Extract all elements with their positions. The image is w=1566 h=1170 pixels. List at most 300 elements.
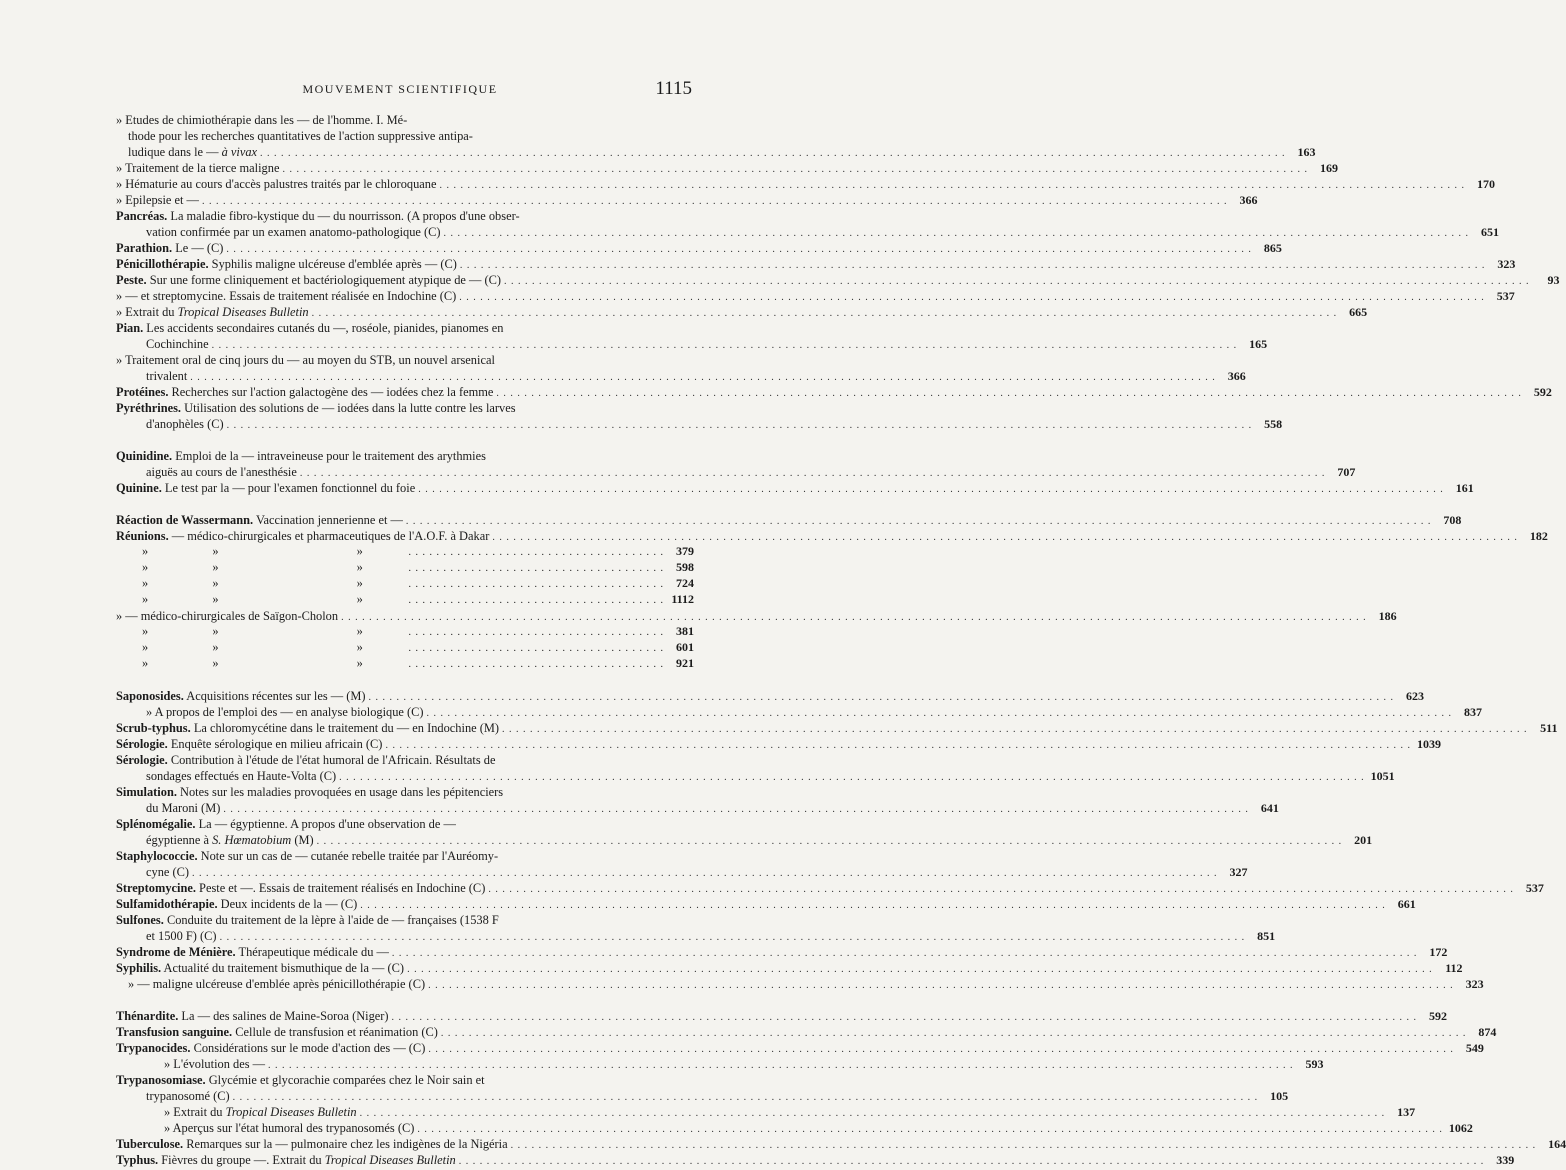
section-gap <box>116 992 694 1008</box>
index-line <box>116 976 1484 992</box>
index-entry <box>116 160 1338 176</box>
entry-body: Enquête sérologique en milieu africain (C) <box>167 737 383 751</box>
index-entry <box>116 1040 1484 1056</box>
page-ref: 511 <box>1540 721 1558 735</box>
ditto-mark: » <box>142 624 149 638</box>
index-line <box>116 816 694 832</box>
index-entry <box>116 288 1515 304</box>
entry-body: Vaccination jennerienne et — <box>253 513 403 527</box>
entry-body: Le test par la — pour l'examen fonctionnel du foie <box>161 481 416 495</box>
entry-text <box>116 320 503 336</box>
entry-text <box>116 400 516 416</box>
page-ref: 623 <box>1406 689 1425 703</box>
index-entry <box>116 976 1484 992</box>
index-line <box>116 1072 694 1088</box>
entry-text <box>116 880 485 896</box>
index-line <box>116 704 1483 720</box>
entry-headword: Quinidine. <box>116 449 173 463</box>
page-ref: 137 <box>1397 1105 1416 1119</box>
entry-text <box>164 1120 414 1136</box>
entry-text <box>116 752 495 768</box>
ditto-mark: » <box>212 640 219 654</box>
entry-text <box>116 1040 425 1056</box>
index-line <box>116 1056 1324 1072</box>
entry-text <box>116 784 503 800</box>
entry-headword: Peste. <box>116 273 147 287</box>
page-ref: 661 <box>1397 897 1416 911</box>
index-line <box>116 1136 1566 1152</box>
entry-body: La — égyptienne. A propos d'une observation de — <box>195 817 456 831</box>
entry-body: Cochinchine <box>146 337 209 351</box>
entry-text <box>116 944 389 960</box>
page-ref: 105 <box>1270 1089 1289 1103</box>
entry-text <box>116 352 495 368</box>
leader-dots <box>418 482 1444 498</box>
page-ref: 381 <box>676 624 694 638</box>
entry-body: Fièvres du groupe —. Extrait du <box>158 1153 325 1167</box>
entry-body: » Traitement de la tierce maligne <box>116 161 280 175</box>
page-ref: 874 <box>1478 1025 1497 1039</box>
index-line <box>116 752 694 768</box>
entry-text <box>146 464 297 480</box>
entry-italic: Tropical Diseases Bulletin <box>324 1153 456 1167</box>
entry-text <box>164 1104 357 1120</box>
leader-dots <box>409 579 665 590</box>
entry-text <box>116 816 456 832</box>
index-entry <box>116 816 1373 848</box>
index-line <box>116 1152 1515 1168</box>
entry-text <box>128 128 473 144</box>
entry-body: Conduite du traitement de la lèpre à l'aide de — françaises (1538 F <box>163 913 499 927</box>
entry-body: égyptienne à <box>146 833 213 847</box>
entry-body: » — et streptomycine. Essais de traitement réalisée en Indochine (C) <box>116 289 457 303</box>
entry-body: d'anophèles (C) <box>146 417 224 431</box>
entry-body: Peste et —. Essais de traitement réalisés en Indochine (C) <box>195 881 486 895</box>
entry-text <box>116 960 404 976</box>
entry-body: » Traitement oral de cinq jours du — au moyen du STB, un nouvel arsenical <box>116 353 495 367</box>
entry-body: La — des salines de Maine-Soroa (Niger) <box>178 1009 389 1023</box>
entry-text <box>116 1024 438 1040</box>
index-line <box>116 880 1544 896</box>
entry-text <box>116 720 499 736</box>
entry-text <box>116 528 489 544</box>
entry-headword: Syphilis. <box>116 961 162 975</box>
index-line <box>116 304 1368 320</box>
entry-body: Note sur un cas de — cutanée rebelle traitée par l'Auréomy- <box>197 849 499 863</box>
entry-body: Acquisitions récentes sur les — (M) <box>183 689 366 703</box>
index-line <box>116 1024 1497 1040</box>
entry-headword: Sulfamidothérapie. <box>116 897 218 911</box>
page-ref: 165 <box>1249 337 1268 351</box>
index-entry <box>116 848 1248 880</box>
index-line <box>116 912 694 928</box>
page-ref: 708 <box>1443 513 1462 527</box>
page-ref: 163 <box>1297 145 1316 159</box>
index-line <box>116 944 1448 960</box>
index-line <box>116 368 1246 384</box>
entry-text <box>146 864 189 880</box>
index-entry <box>116 400 1283 432</box>
entry-text <box>116 1136 508 1152</box>
index-line <box>116 224 1500 240</box>
entry-italic: S. Hœmatobium <box>212 833 292 847</box>
entry-text <box>116 272 501 288</box>
index-entry <box>116 704 1483 720</box>
leader-dots <box>492 530 1518 546</box>
entry-body: » Etudes de chimiothérapie dans les — de l'homme. I. Mé- <box>116 113 408 127</box>
ditto-mark: » <box>142 640 149 654</box>
leader-dots <box>459 1154 1485 1170</box>
entry-text <box>116 384 493 400</box>
index-line <box>116 512 1462 528</box>
index-entry <box>116 1136 1566 1152</box>
entry-body: Syphilis maligne ulcéreuse d'emblée après — (C) <box>208 257 457 271</box>
entry-body: » L'évolution des — <box>164 1057 266 1071</box>
entry-body: La maladie fibro-kystique du — du nourrisson. (A propos d'une obser- <box>167 209 520 223</box>
page-ref: 558 <box>1264 417 1283 431</box>
index-line <box>116 384 1552 400</box>
entry-body: — médico-chirurgicales et pharmaceutiques de l'A.O.F. à Dakar <box>168 529 490 543</box>
entry-text <box>146 368 187 384</box>
index-entry <box>116 912 1276 944</box>
entry-headword: Parathion. <box>116 241 173 255</box>
index-entry <box>116 1152 1515 1168</box>
entry-body: du Maroni (M) <box>146 801 221 815</box>
ditto-mark: » <box>356 592 363 606</box>
index-line <box>116 112 694 128</box>
index-line <box>116 272 1560 288</box>
entry-text <box>116 896 357 912</box>
ditto-mark: » <box>356 624 363 638</box>
index-line <box>116 832 1373 848</box>
page-ref: 707 <box>1337 465 1356 479</box>
entry-headword: Syndrome de Ménière. <box>116 945 236 959</box>
entry-text <box>116 208 520 224</box>
ditto-mark: » <box>356 656 363 670</box>
index-entry <box>116 1120 1473 1136</box>
entry-text <box>116 736 382 752</box>
entry-text <box>116 688 366 704</box>
entry-text <box>116 192 199 208</box>
index-entry <box>116 1008 1448 1024</box>
entry-body: Emploi de la — intraveineuse pour le traitement des arythmies <box>172 449 486 463</box>
entry-text <box>164 1056 265 1072</box>
ditto-mark: » <box>142 656 149 670</box>
page-number: 1115 <box>655 78 692 99</box>
index-line <box>116 1088 1289 1104</box>
entry-text <box>146 1088 230 1104</box>
entry-headword: Sérologie. <box>116 737 168 751</box>
ditto-mark: » <box>212 560 219 574</box>
entry-body: thode pour les recherches quantitatives de l'action suppressive antipa- <box>128 129 473 143</box>
index-line <box>116 1008 1448 1024</box>
entry-body: cyne (C) <box>146 865 190 879</box>
index-line <box>116 400 694 416</box>
ditto-mark: » <box>212 592 219 606</box>
leader-dots <box>341 610 1367 626</box>
index-entry <box>116 784 1279 816</box>
index-line <box>116 240 1282 256</box>
index-entry <box>116 720 1558 736</box>
page-ref: 366 <box>1239 193 1258 207</box>
ditto-row <box>116 576 694 592</box>
leader-dots <box>409 627 665 638</box>
entry-body: trivalent <box>146 369 188 383</box>
index-line <box>116 464 1356 480</box>
page-ref: 1051 <box>1370 769 1395 783</box>
ditto-mark: » <box>212 576 219 590</box>
entry-body: » Extrait du <box>116 305 178 319</box>
entry-text <box>116 240 223 256</box>
entry-headword: Réunions. <box>116 529 169 543</box>
entry-headword: Pian. <box>116 321 144 335</box>
entry-text <box>116 304 309 320</box>
entry-body: » Extrait du <box>164 1105 226 1119</box>
page-ref: 327 <box>1229 865 1248 879</box>
entry-body: Recherches sur l'action galactogène des — iodées chez la femme <box>168 385 494 399</box>
ditto-mark: » <box>212 624 219 638</box>
page-ref: 601 <box>676 640 694 654</box>
page-ref: 593 <box>1305 1057 1324 1071</box>
entry-text <box>146 224 441 240</box>
index-line <box>116 160 1338 176</box>
index-line <box>116 416 1283 432</box>
index-line <box>116 1104 1416 1120</box>
ditto-row <box>116 624 694 640</box>
index-entry <box>116 256 1516 272</box>
page-ref: 1062 <box>1448 1121 1473 1135</box>
entry-headword: Sulfones. <box>116 913 164 927</box>
page-ref: 170 <box>1476 177 1495 191</box>
ditto-mark: » <box>356 560 363 574</box>
index-entry <box>116 352 1246 384</box>
entry-body: Thérapeutique médicale du — <box>235 945 389 959</box>
index-line <box>116 784 694 800</box>
index-line <box>116 896 1416 912</box>
index-entry <box>116 960 1463 976</box>
page-ref: 665 <box>1349 305 1368 319</box>
entry-body: La chloromycétine dans le traitement du — en Indochine (M) <box>190 721 500 735</box>
entry-italic: Tropical Diseases Bulletin <box>177 305 309 319</box>
entry-text <box>116 288 456 304</box>
page-ref: 169 <box>1319 161 1338 175</box>
index-entry <box>116 384 1552 400</box>
ditto-mark: » <box>142 544 149 558</box>
entry-text <box>116 608 338 624</box>
entry-body: Remarques sur la — pulmonaire chez les indigènes de la Nigéria <box>183 1137 508 1151</box>
page-ref: 161 <box>1455 481 1474 495</box>
entry-headword: Sérologie. <box>116 753 168 767</box>
index-entry <box>116 944 1448 960</box>
entry-headword: Trypanocides. <box>116 1041 191 1055</box>
entry-text <box>116 1072 485 1088</box>
index-entry <box>116 272 1560 288</box>
entry-italic: Tropical Diseases Bulletin <box>225 1105 357 1119</box>
entry-text <box>146 416 224 432</box>
index-line <box>116 736 1441 752</box>
ditto-mark: » <box>142 592 149 606</box>
entry-text <box>116 1008 389 1024</box>
ditto-row <box>116 560 694 576</box>
index-entry <box>116 192 1258 208</box>
page-ref: 93 <box>1547 273 1560 287</box>
index-entry <box>116 880 1544 896</box>
entry-headword: Pancréas. <box>116 209 168 223</box>
index-entry <box>116 752 1395 784</box>
index-entry <box>116 304 1368 320</box>
index-entry <box>116 528 1548 544</box>
page-ref: 865 <box>1263 241 1282 255</box>
page-ref: 339 <box>1496 1153 1515 1167</box>
entry-body: » A propos de l'emploi des — en analyse biologique (C) <box>146 705 424 719</box>
entry-headword: Typhus. <box>116 1153 159 1167</box>
ditto-row <box>116 544 694 560</box>
page-ref: 724 <box>676 576 694 590</box>
entry-text <box>116 512 403 528</box>
page-ref: 186 <box>1378 609 1397 623</box>
index-line <box>116 320 694 336</box>
page-ref: 592 <box>1533 385 1552 399</box>
page-ref: 641 <box>1260 801 1279 815</box>
entry-headword: Quinine. <box>116 481 162 495</box>
section-gap <box>116 432 694 448</box>
index-line <box>116 288 1515 304</box>
index-line <box>116 192 1258 208</box>
entry-text <box>116 112 407 128</box>
index-line <box>116 1040 1484 1056</box>
page-ref: 164 <box>1548 1137 1566 1151</box>
entry-text <box>146 768 336 784</box>
entry-headword: Pénicillothérapie. <box>116 257 209 271</box>
ditto-mark: » <box>356 640 363 654</box>
entry-body: » Epilepsie et — <box>116 193 199 207</box>
index-line <box>116 864 1248 880</box>
index-entry <box>116 176 1495 192</box>
ditto-mark: » <box>212 544 219 558</box>
entry-body: Glycémie et glycorachie comparées chez le Noir sain et <box>205 1073 485 1087</box>
page-ref: 549 <box>1465 1041 1484 1055</box>
entry-body: Actualité du traitement bismuthique de la — (C) <box>161 961 405 975</box>
entry-headword: Thénardite. <box>116 1009 179 1023</box>
page-ref: 1039 <box>1416 737 1441 751</box>
entry-text <box>116 480 415 496</box>
page-header <box>0 78 800 100</box>
page-ref: 366 <box>1227 369 1246 383</box>
ditto-mark: » <box>356 544 363 558</box>
index-line <box>116 144 1316 160</box>
entry-text <box>146 336 209 352</box>
index-entry <box>116 480 1474 496</box>
ditto-row <box>116 640 694 656</box>
index-entry <box>116 1072 1289 1104</box>
entry-body: sondages effectués en Haute-Volta (C) <box>146 769 337 783</box>
index-entry <box>116 1056 1324 1072</box>
index-line <box>116 208 694 224</box>
index-line <box>116 448 694 464</box>
entry-headword: Simulation. <box>116 785 177 799</box>
index-line <box>116 1120 1473 1136</box>
section-gap <box>116 496 694 512</box>
entry-headword: Trypanosomiase. <box>116 1073 206 1087</box>
index-entry <box>116 1024 1497 1040</box>
index-entry <box>116 112 1316 160</box>
entry-body: » Aperçus sur l'état humoral des trypanosomés (C) <box>164 1121 415 1135</box>
entry-body: vation confirmée par un examen anatomo-pathologique (C) <box>146 225 441 239</box>
index-entry <box>116 896 1416 912</box>
entry-body: ludique dans le — <box>128 145 222 159</box>
index-entry <box>116 1104 1416 1120</box>
page-ref: 598 <box>676 560 694 574</box>
index-entry <box>116 240 1282 256</box>
page-ref: 323 <box>1497 257 1516 271</box>
page-ref: 537 <box>1525 881 1544 895</box>
entry-body: Deux incidents de la — (C) <box>217 897 358 911</box>
leader-dots <box>409 659 665 670</box>
index-line <box>116 480 1474 496</box>
index-entry <box>116 208 1500 240</box>
entry-body: Sur une forme cliniquement et bactériologiquement atypique de — (C) <box>146 273 502 287</box>
index-line <box>116 960 1463 976</box>
index-entry <box>116 608 1397 624</box>
entry-body: Les accidents secondaires cutanés du —, roséole, pianides, pianomes en <box>143 321 504 335</box>
index-entry <box>116 512 1462 528</box>
leader-dots <box>409 547 665 558</box>
entry-body: Contribution à l'étude de l'état humoral de l'Africain. Résultats de <box>167 753 496 767</box>
page-ref: 592 <box>1429 1009 1448 1023</box>
leader-dots <box>428 978 1454 994</box>
entry-headword: Transfusion sanguine. <box>116 1025 233 1039</box>
page-ref: 323 <box>1465 977 1484 991</box>
ditto-mark: » <box>356 576 363 590</box>
index-entry <box>116 736 1441 752</box>
ditto-row <box>116 592 694 608</box>
page-ref: 379 <box>676 544 694 558</box>
index-line <box>116 176 1495 192</box>
index-entry <box>116 688 1425 704</box>
page-ref: 1112 <box>671 592 694 606</box>
page-ref: 837 <box>1464 705 1483 719</box>
entry-text <box>116 448 486 464</box>
entry-text <box>146 928 217 944</box>
ditto-mark: » <box>142 576 149 590</box>
index-line <box>116 688 1425 704</box>
page-ref: 537 <box>1496 289 1515 303</box>
page-ref: 112 <box>1445 961 1463 975</box>
entry-body: trypanosomé (C) <box>146 1089 230 1103</box>
index-line <box>116 720 1558 736</box>
leader-dots <box>227 418 1253 434</box>
index-line <box>116 800 1279 816</box>
entry-text <box>116 1152 456 1168</box>
entry-text <box>116 848 498 864</box>
page-ref: 201 <box>1354 833 1373 847</box>
entry-headword: Réaction de Wassermann. <box>116 513 254 527</box>
entry-text <box>146 800 220 816</box>
entry-body: Considérations sur le mode d'action des — (C) <box>190 1041 426 1055</box>
index-line <box>116 528 1548 544</box>
leader-dots <box>409 643 665 654</box>
index-line <box>116 128 694 144</box>
page-ref: 172 <box>1429 945 1448 959</box>
entry-headword: Saponosides. <box>116 689 184 703</box>
ditto-row <box>116 656 694 672</box>
entry-headword: Streptomycine. <box>116 881 196 895</box>
running-head: MOUVEMENT SCIENTIFIQUE <box>302 82 498 96</box>
entry-headword: Protéines. <box>116 385 169 399</box>
entry-text <box>116 256 457 272</box>
index-line <box>116 928 1276 944</box>
entry-headword: Pyréthrines. <box>116 401 182 415</box>
